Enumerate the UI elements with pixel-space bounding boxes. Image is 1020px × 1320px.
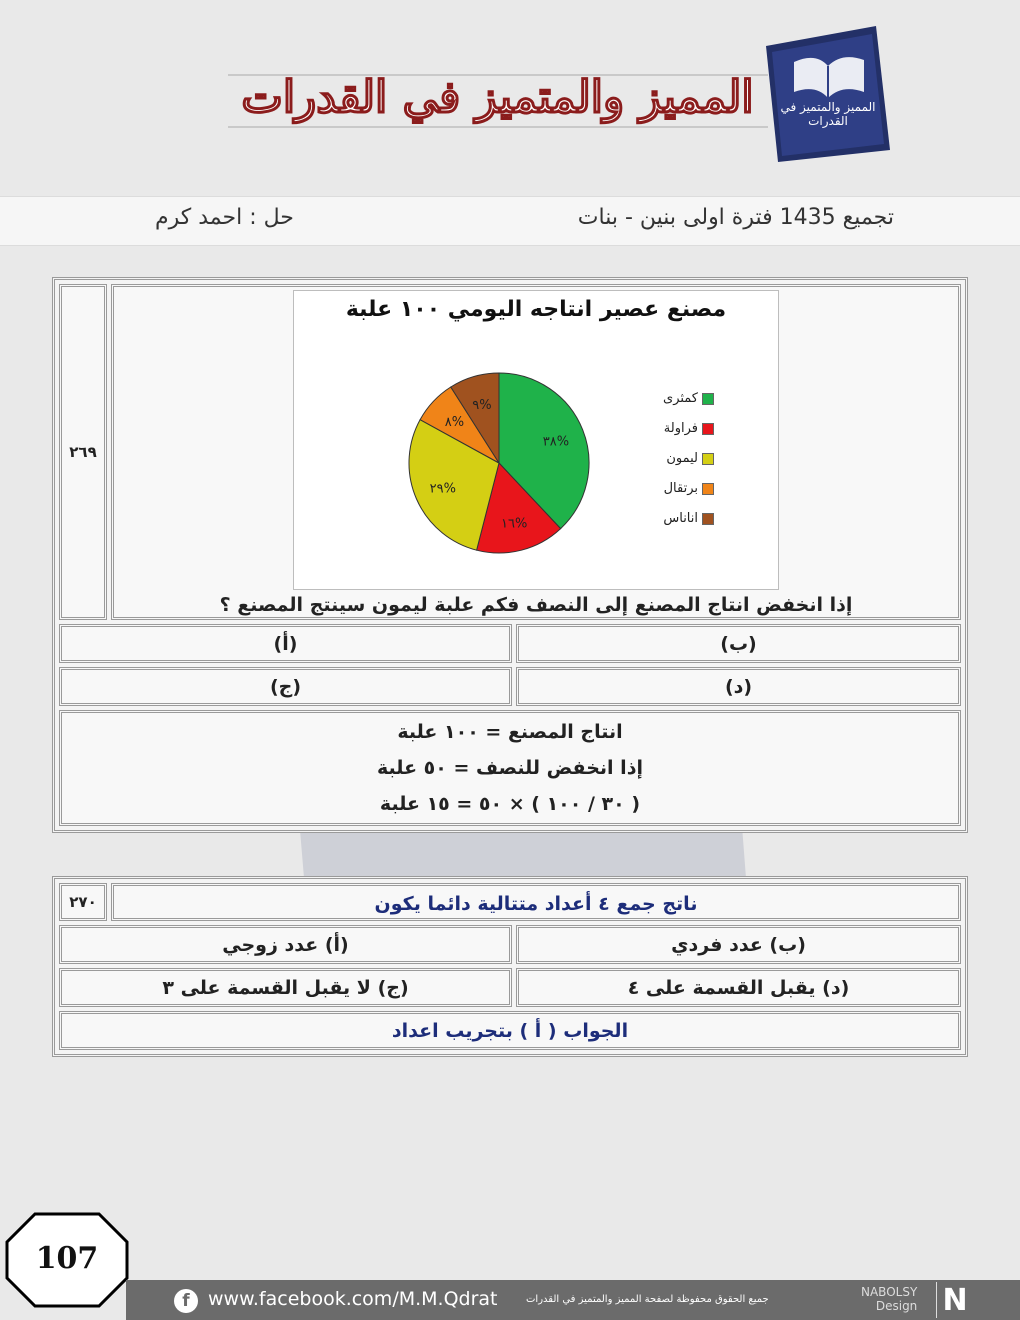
designer-credit — [861, 1285, 917, 1313]
question-body — [111, 284, 961, 620]
legend-item-pineapple — [644, 511, 714, 531]
pie-label-strawberry: %١٦ — [501, 516, 528, 532]
solution-line-3: ( ٣٠ / ١٠٠ ) × ٥٠ = ١٥ علبة — [379, 793, 641, 815]
chart-title: مصنع عصير انتاجه اليومي ١٠٠ علبة — [345, 297, 727, 322]
question-text: إذا انخفض انتاج المصنع إلى النصف فكم علبة ليمون سينتج المصنع ؟ — [219, 594, 853, 616]
facebook-link[interactable]: www.facebook.com/M.M.Qdrat — [208, 1288, 498, 1310]
collection-title: تجميع 1435 فترة اولى بنين - بنات — [577, 205, 894, 230]
copyright-text: جميع الحقوق محفوظة لصفحة المميز والمتميز في القدرات — [526, 1294, 769, 1305]
question-number: ٢٧٠ — [59, 883, 107, 921]
legend-swatch-icon — [702, 453, 714, 465]
legend-swatch-icon — [702, 393, 714, 405]
brand-title: المميز والمتميز في القدرات — [241, 72, 754, 123]
legend-label: ليمون — [666, 451, 698, 466]
page-header — [0, 0, 1020, 195]
legend-label: اناناس — [663, 511, 698, 526]
solver-name: حل : احمد كرم — [155, 205, 294, 230]
page-number: 107 — [35, 1241, 99, 1276]
option-a[interactable]: (أ) — [59, 624, 512, 663]
pie-chart — [293, 290, 779, 590]
question-number: ٢٦٩ — [59, 284, 107, 620]
pie-label-orange: %٨ — [444, 415, 465, 431]
legend-swatch-icon — [702, 513, 714, 525]
page-footer — [126, 1280, 1020, 1320]
brand-logo-icon — [758, 22, 898, 162]
designer-label: Design — [875, 1299, 918, 1313]
designer-name: NABOLSY — [861, 1285, 918, 1299]
legend-item-orange — [644, 481, 714, 501]
question-269-table — [52, 277, 968, 833]
option-d[interactable]: (د) يقبل القسمة على ٤ — [516, 968, 961, 1007]
facebook-icon[interactable]: f — [174, 1289, 198, 1313]
solution-box — [59, 710, 961, 826]
legend-label: برتقال — [663, 481, 698, 496]
legend-label: كمثرى — [663, 391, 698, 406]
question-text: ناتج جمع ٤ أعداد متتالية دائما يكون — [111, 883, 961, 921]
option-c[interactable]: (ج) — [59, 667, 512, 706]
question-270-table — [52, 876, 968, 1057]
legend-item-pear — [644, 391, 714, 411]
designer-logo-icon: N — [936, 1282, 973, 1318]
sub-header-bar — [0, 196, 1020, 246]
legend-swatch-icon — [702, 483, 714, 495]
legend-label: فراولة — [663, 421, 698, 436]
legend-item-lemon — [644, 451, 714, 471]
legend-item-strawberry — [644, 421, 714, 441]
option-b[interactable]: (ب) عدد فردي — [516, 925, 961, 964]
page-number-badge — [5, 1212, 129, 1308]
pie-label-pear: %٣٨ — [542, 434, 570, 450]
legend-swatch-icon — [702, 423, 714, 435]
pie-label-lemon: %٢٩ — [429, 481, 456, 497]
option-d[interactable]: (د) — [516, 667, 961, 706]
pie-label-pineapple: %٩ — [472, 398, 492, 414]
option-b[interactable]: (ب) — [516, 624, 961, 663]
solution-line-2: إذا انخفض للنصف = ٥٠ علبة — [377, 757, 643, 779]
option-c[interactable]: (ج) لا يقبل القسمة على ٣ — [59, 968, 512, 1007]
solution-line-1: انتاج المصنع = ١٠٠ علبة — [397, 721, 623, 743]
option-a[interactable]: (أ) عدد زوجي — [59, 925, 512, 964]
answer-box: الجواب ( أ ) بتجريب اعداد — [59, 1011, 961, 1050]
logo-text: المميز والمتميز في القدرات — [780, 100, 876, 128]
